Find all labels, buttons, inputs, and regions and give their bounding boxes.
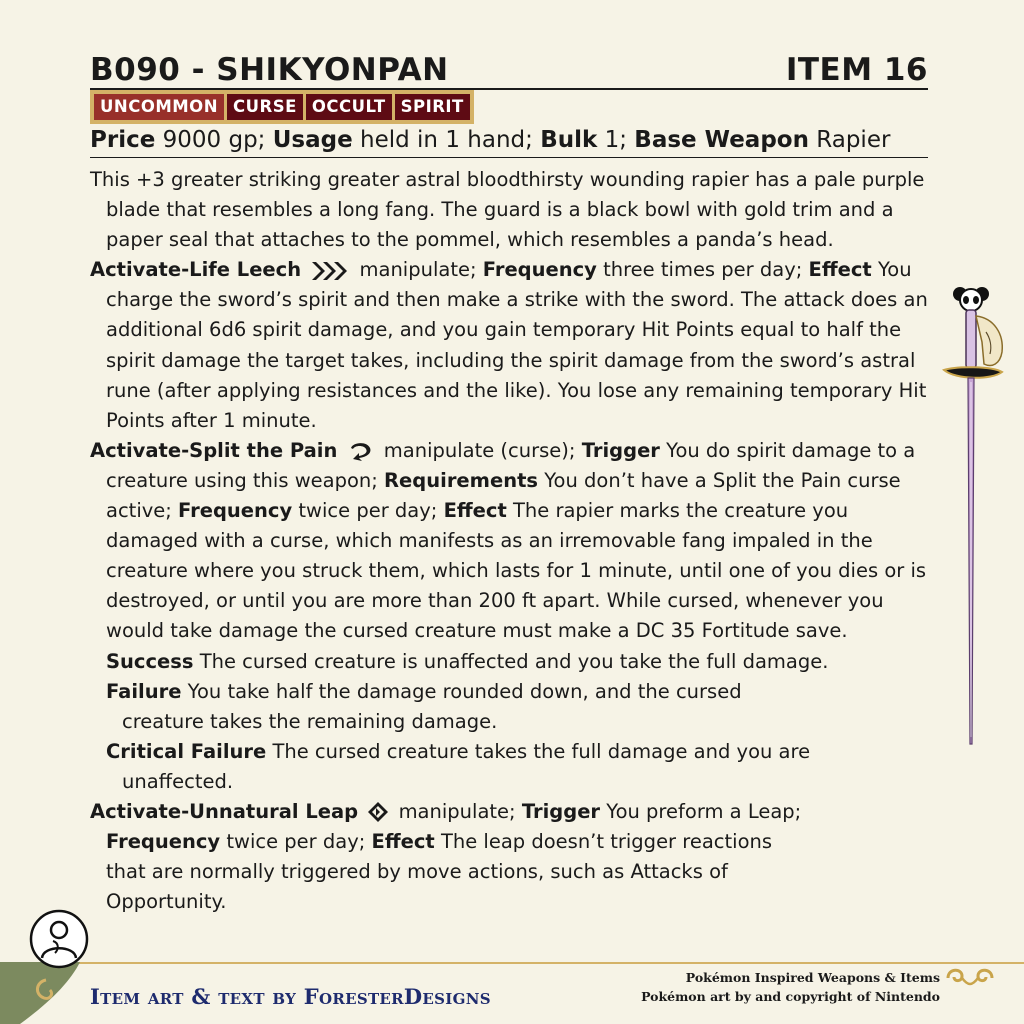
series-info bbox=[641, 968, 940, 1006]
reaction-icon bbox=[347, 440, 375, 462]
price-label: Price bbox=[90, 127, 156, 153]
stats-line bbox=[90, 124, 928, 158]
swirl-ornament-icon bbox=[944, 964, 996, 990]
two-actions-icon bbox=[310, 260, 350, 282]
title-row bbox=[90, 48, 928, 90]
bulk-label: Bulk bbox=[540, 127, 598, 153]
degree-critical-failure: Critical Failure The cursed creature takes the full damage and you are unaffected. bbox=[106, 739, 811, 793]
usage-value: held in 1 hand; bbox=[360, 127, 533, 153]
trait-spirit: SPIRIT bbox=[395, 94, 470, 120]
rapier-illustration bbox=[942, 282, 1008, 754]
activation-unnatural-leap: Activate-Unnatural Leap manipulate; Trigger You preform a Leap; Frequency twice per day; Effect The leap doesn’t trigger reactions that are normally triggered by move actions, such as Attacks of Opportunity. bbox=[90, 799, 802, 914]
bulk-value: 1; bbox=[604, 127, 627, 153]
degree-failure: Failure You take half the damage rounded down, and the cursed creature takes the remaining damage. bbox=[106, 679, 742, 733]
free-action-icon bbox=[367, 801, 389, 823]
base-weapon-label: Base Weapon bbox=[634, 127, 809, 153]
activation-split-the-pain: Activate-Split the Pain manipulate (curse); Trigger You do spirit damage to a creature using this weapon; Requirements You don’t have a Split the Pain curse active; Frequency twice per day; Effect The rapier marks the creature you damaged with a curse, which manifests as an irremovable fang impaled in the creature where you struck them, which lasts for 1 minute, until one of you dies or is destroyed, or until you are more than 200 ft apart. While cursed, whenever you would take damage the cursed creature must make a DC 35 Fortitude save. bbox=[90, 438, 927, 643]
activation-name: Activate-Life Leech bbox=[90, 258, 302, 282]
item-level: ITEM 16 bbox=[785, 52, 928, 88]
leaf-decoration-icon bbox=[0, 962, 80, 1024]
trait-occult: OCCULT bbox=[306, 94, 392, 120]
trait-list bbox=[90, 90, 474, 124]
item-body bbox=[90, 165, 930, 917]
item-title: B090 - SHIKYONPAN bbox=[90, 52, 449, 88]
copyright-note: Pokémon art by and copyright of Nintendo bbox=[641, 989, 940, 1004]
series-title: Pokémon Inspired Weapons & Items bbox=[685, 970, 940, 985]
activation-name: Activate-Unnatural Leap bbox=[90, 799, 359, 823]
credit-text: Item art & text by ForesterDesigns bbox=[90, 984, 491, 1009]
user-avatar-icon bbox=[29, 909, 89, 969]
trait-uncommon: UNCOMMON bbox=[94, 94, 224, 120]
base-weapon-value: Rapier bbox=[816, 127, 891, 153]
activation-life-leech: Activate-Life Leech manipulate; Frequency three times per day; Effect You charge the sword’s spirit and then make a strike with the sword. The attack does an additional 6d6 spirit damage, and you gain temporary Hit Points equal to half the spirit damage the target takes, including the spirit damage from the sword’s astral rune (after applying resistances and the like). You lose any remaining temporary Hit Points after 1 minute. bbox=[90, 258, 928, 432]
activation-name: Activate-Split the Pain bbox=[90, 438, 338, 462]
trait-curse: CURSE bbox=[227, 94, 303, 120]
footer-rule bbox=[0, 962, 1024, 964]
description: This +3 greater striking greater astral bloodthirsty wounding rapier has a pale purple blade that resembles a long fang. The guard is a black bowl with gold trim and a paper seal that attaches to the pommel, which resembles a panda’s head. bbox=[90, 168, 925, 252]
usage-label: Usage bbox=[272, 127, 353, 153]
price-value: 9000 gp; bbox=[162, 127, 266, 153]
degree-success: Success The cursed creature is unaffected and you take the full damage. bbox=[106, 649, 829, 673]
